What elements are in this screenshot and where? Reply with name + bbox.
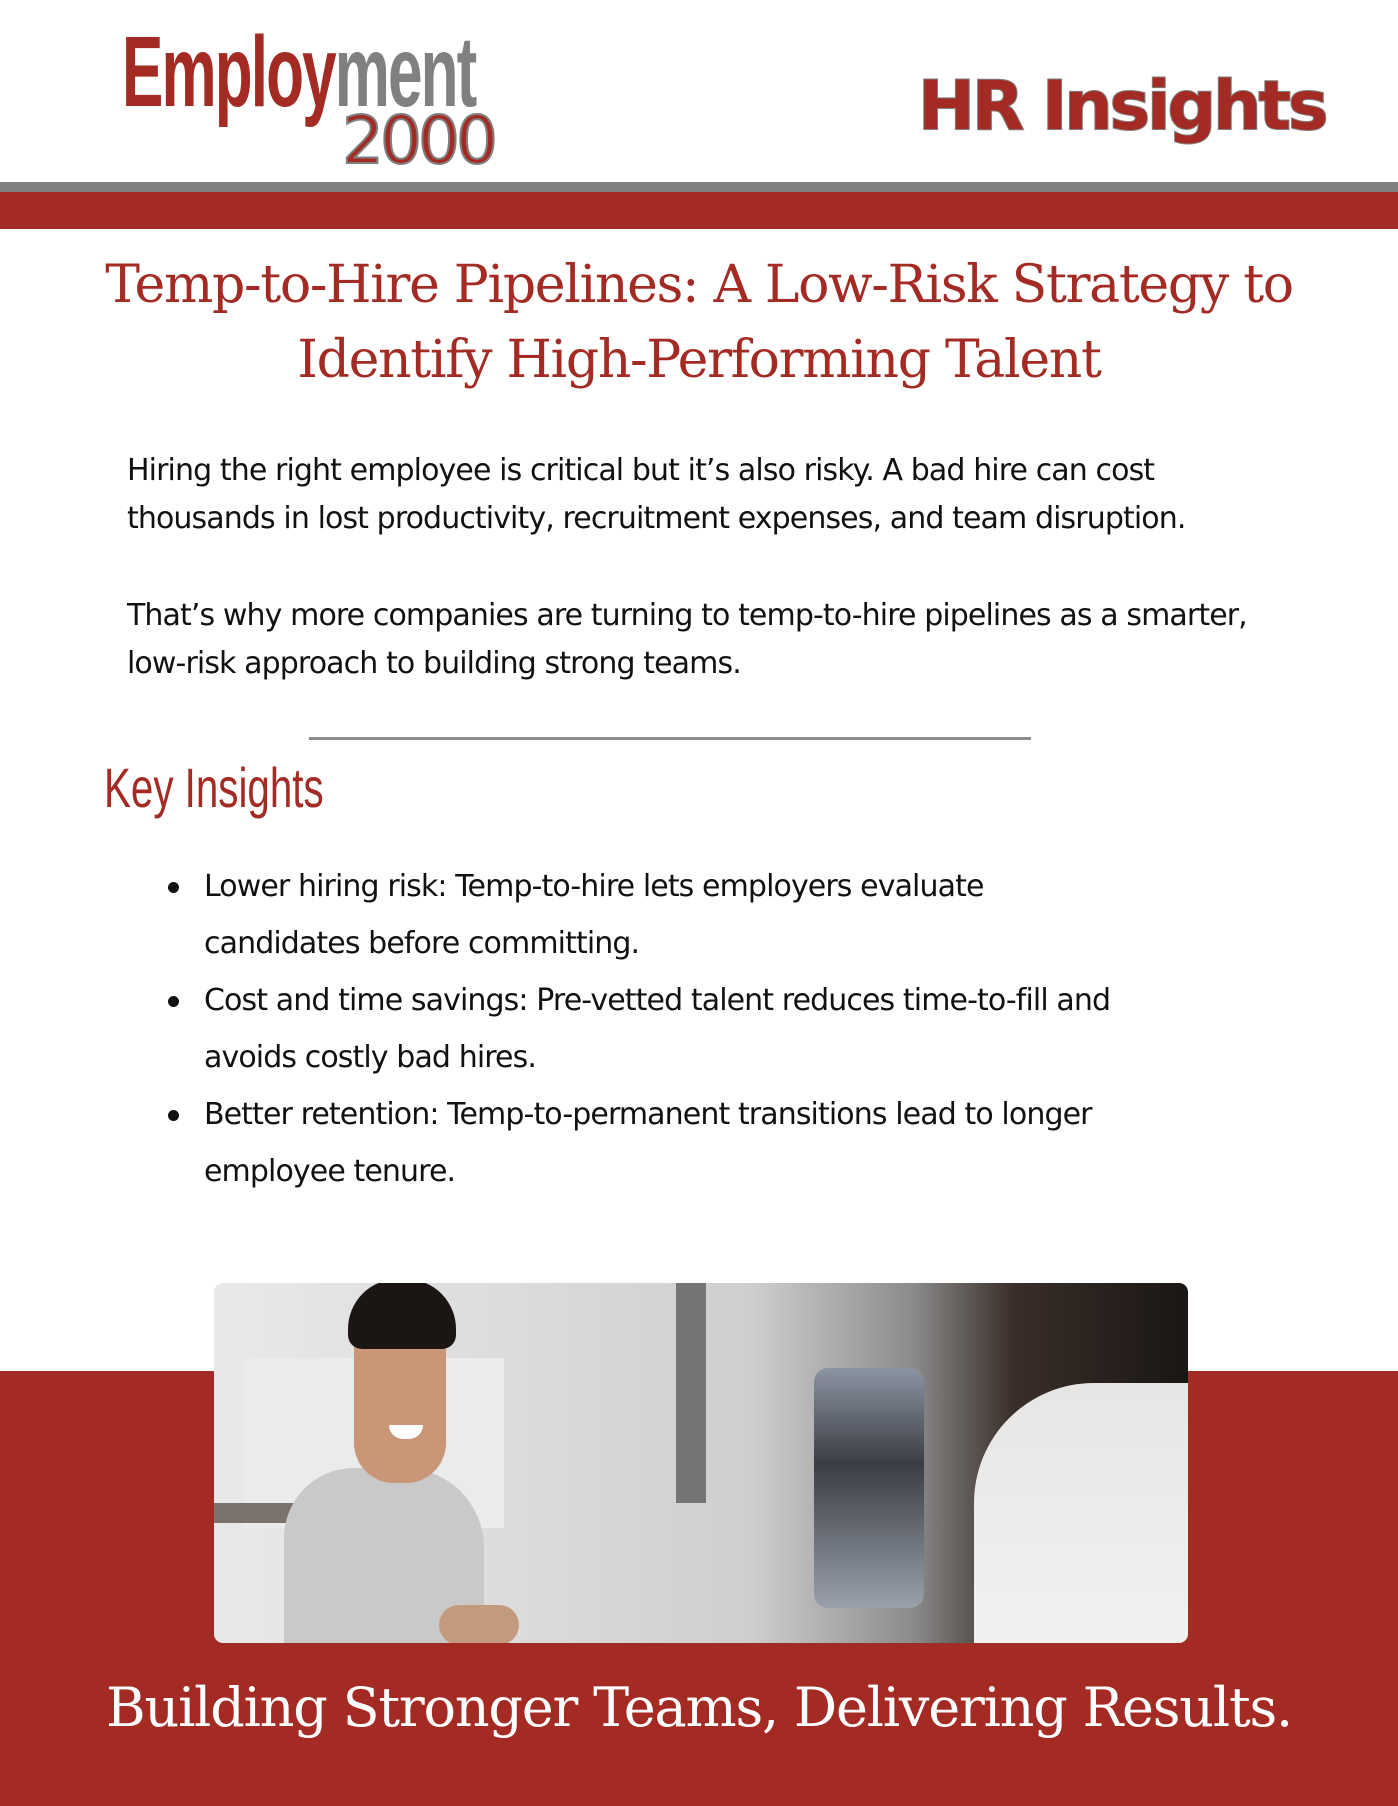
bullet-icon [168, 882, 179, 893]
company-logo [122, 16, 552, 179]
list-item [164, 1086, 1124, 1200]
section-heading-key-insights: Key Insights [104, 756, 324, 819]
photo-handshake [439, 1605, 519, 1643]
intro-paragraph-1: Hiring the right employee is critical but it’s also risky. A bad hire can cost thousands in lost productivity, recruitment expenses, and team disruption. [127, 453, 1186, 536]
article-title: Temp-to-Hire Pipelines: A Low-Risk Strategy to Identify High-Performing Talent [105, 255, 1293, 390]
insight-text: Lower hiring risk: Temp-to-hire lets employers evaluate candidates before committing. [204, 869, 984, 961]
intro-paragraph-2: That’s why more companies are turning to temp-to-hire pipelines as a smarter, low-risk approach to building strong teams. [127, 598, 1247, 681]
photo-second-person [974, 1383, 1188, 1643]
publication-title: HR Insights [918, 67, 1326, 146]
list-item [164, 858, 1124, 972]
key-insights-list [164, 858, 1124, 1200]
insight-text: Cost and time savings: Pre-vetted talent reduces time-to-fill and avoids costly bad hires. [204, 983, 1111, 1075]
header-divider-gray [0, 182, 1398, 192]
logo-word-part1: Employ [122, 16, 335, 128]
photo-background-chair [814, 1368, 924, 1608]
photo-background-pillar [676, 1283, 706, 1503]
list-item [164, 972, 1124, 1086]
handshake-photo [214, 1283, 1188, 1643]
logo-word-part2: ment [334, 16, 476, 128]
bullet-icon [168, 996, 179, 1007]
footer-tagline: Building Stronger Teams, Delivering Results. [106, 1676, 1292, 1739]
insight-text: Better retention: Temp-to-permanent transitions lead to longer employee tenure. [204, 1097, 1092, 1189]
logo-year: 2000 [342, 102, 494, 179]
bullet-icon [168, 1110, 179, 1121]
section-divider [309, 737, 1031, 740]
header-divider-red [0, 192, 1398, 229]
photo-person-hair [348, 1283, 456, 1349]
